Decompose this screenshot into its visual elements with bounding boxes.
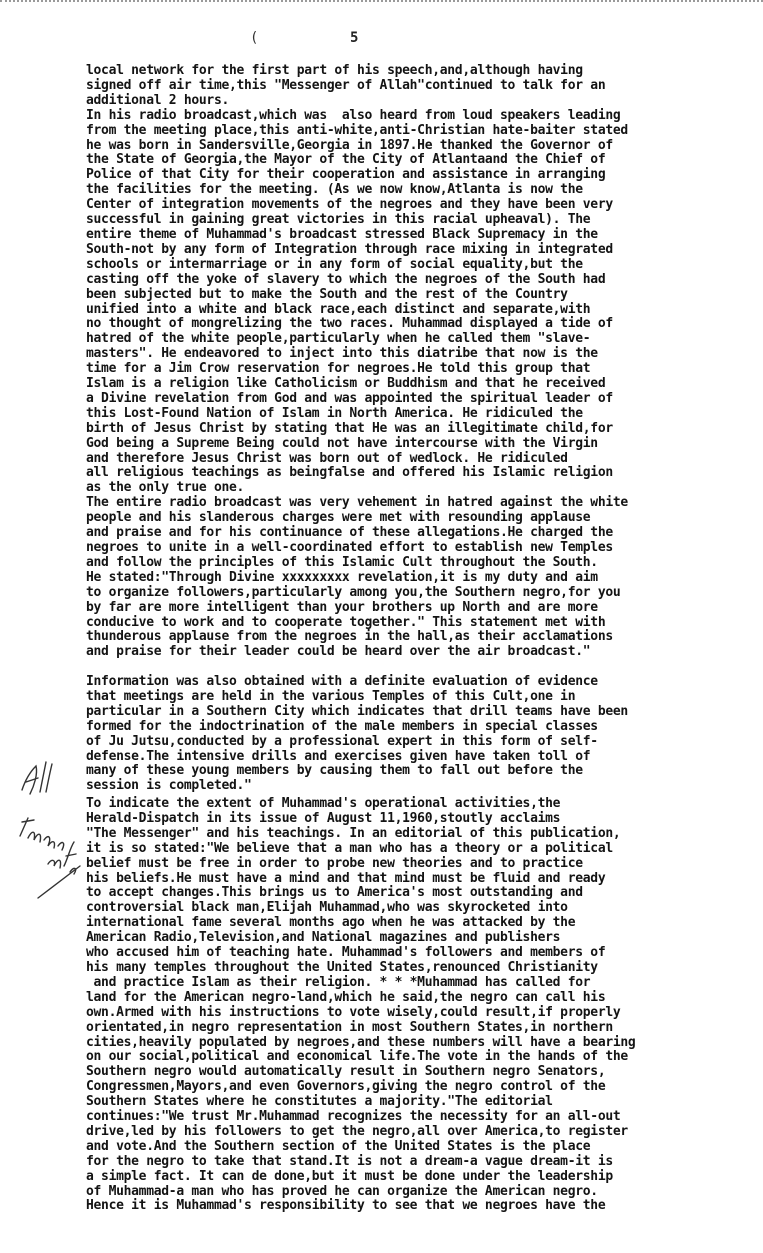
top-edge-dotted-border xyxy=(0,0,763,10)
handwritten-margin-note xyxy=(8,748,88,908)
header-mark: ( xyxy=(250,30,259,46)
paragraph-radio-broadcast: local network for the first part of his speech,and,although having signed off air time,this "Messenger of Allah"continued to talk for an additional 2 hours. In his radio broadcast,which was also heard from loud speakers leading from the meeting place,this anti-white,anti-Christian hate-baiter stated he was born in Sandersville,Georgia in 1897.He thanked the Governor of the State of Georgia,the Mayor of the City of Atlantaand the Chief of Police of that City for their cooperation and assistance in arranging the facilities for the meeting. (As we now know,Atlanta is now the Center of integration movements of the negroes and they have been very successful in gaining great victories in this racial upheaval). The entire theme of Muhammad's broadcast stressed Black Supremacy in the South-not by any form of Integration through race mixing in integrated schools or intermarriage or in any form of social equality,but the casting off the yoke of slavery to which the negroes of the South had been subjected but to make the South and the rest of the Country unified into a white and black race,each distinct and separate,with no thought of mongrelizing the two races. Muhammad displayed a tide of hatred of the white people,particularly when he called them "slave- masters". He endeavored to inject into this diatribe that now is the time for a Jim Crow reservation for negroes.He told this group that Islam is a religion like Catholicism or Buddhism and that he received a Divine revelation from God and was appointed the spiritual leader of this Lost-Found Nation of Islam in North America. He ridiculed the birth of Jesus Christ by stating that He was an illegitimate child,for God being a Supreme Being could not have intercourse with the Virgin and therefore Jesus Christ was born out of wedlock. He ridiculed all religious teachings as beingfalse and offered his Islamic religion as the only true one. The entire radio broadcast was very vehement in hatred against the white people and his slanderous charges were met with resounding applause and praise and for his continuance of these allegations.He charged the negroes to unite in a well-coordinated effort to establish new Temples and follow the principles of this Islamic Cult throughout the South. He stated:"Through Divine xxxxxxxxx revelation,it is my duty and aim to organize followers,particularly among you,the Southern negro,for you by far are more intelligent than your brothers up North and are more conducive to work and to cooperate together." This statement met with thunderous applause from the negroes in the hall,as their acclamations and praise for their leader could be heard over the air broadcast." xyxy=(86,63,628,660)
paragraph-drill-teams: Information was also obtained with a definite evaluation of evidence that meetings are held in the various Temples of this Cult,one in particular in a Southern City which indicates that drill teams have been formed for the indoctrination of the male members in special classes of Ju Jutsu,conducted by a professional expert in this form of self- defense.The intensive drills and exercises given have taken toll of many of these young members by causing them to fall out before the session is completed." xyxy=(86,674,628,794)
page-number: 5 xyxy=(350,30,359,46)
paragraph-herald-dispatch: To indicate the extent of Muhammad's operational activities,the Herald-Dispatch in its issue of August 11,1960,stoutly acclaims "The Messenger" and his teachings. In an editorial of this publication, it is so stated:"We believe that a man who has a theory or a political belief must be free in order to probe new theories and to practice his beliefs.He must have a mind and that mind must be fluid and ready to accept changes.This brings us to America's most outstanding and controversial black man,Elijah Muhammad,who was skyrocketed into international fame several months ago when he was attacked by the American Radio,Television,and National magazines and publishers who accused him of teaching hate. Muhammad's followers and members of his many temples throughout the United States,renounced Christianity and practice Islam as their religion. * * *Muhammad has called for land for the American negro-land,which he said,the negro can call his own.Armed with his instructions to vote wisely,could result,if properly orientated,in negro representation in most Southern States,in northern cities,heavily populated by negroes,and these numbers will have a bearing on our social,political and economical life.The vote in the hands of the Southern negro would automatically result in Southern negro Senators, Congressmen,Mayors,and even Governors,giving the negro control of the Southern States where he constitutes a majority."The editorial continues:"We trust Mr.Muhammad recognizes the necessity for an all-out drive,led by his followers to get the negro,all over America,to register and vote.And the Southern section of the United States is the place for the negro to take that stand.It is not a dream-a vague dream-it is a simple fact. It can de done,but it must be done under the leadership of Muhammad-a man who has proved he can organize the American negro. Hence it is Muhammad's responsibility to see that we negroes have the xyxy=(86,796,636,1214)
